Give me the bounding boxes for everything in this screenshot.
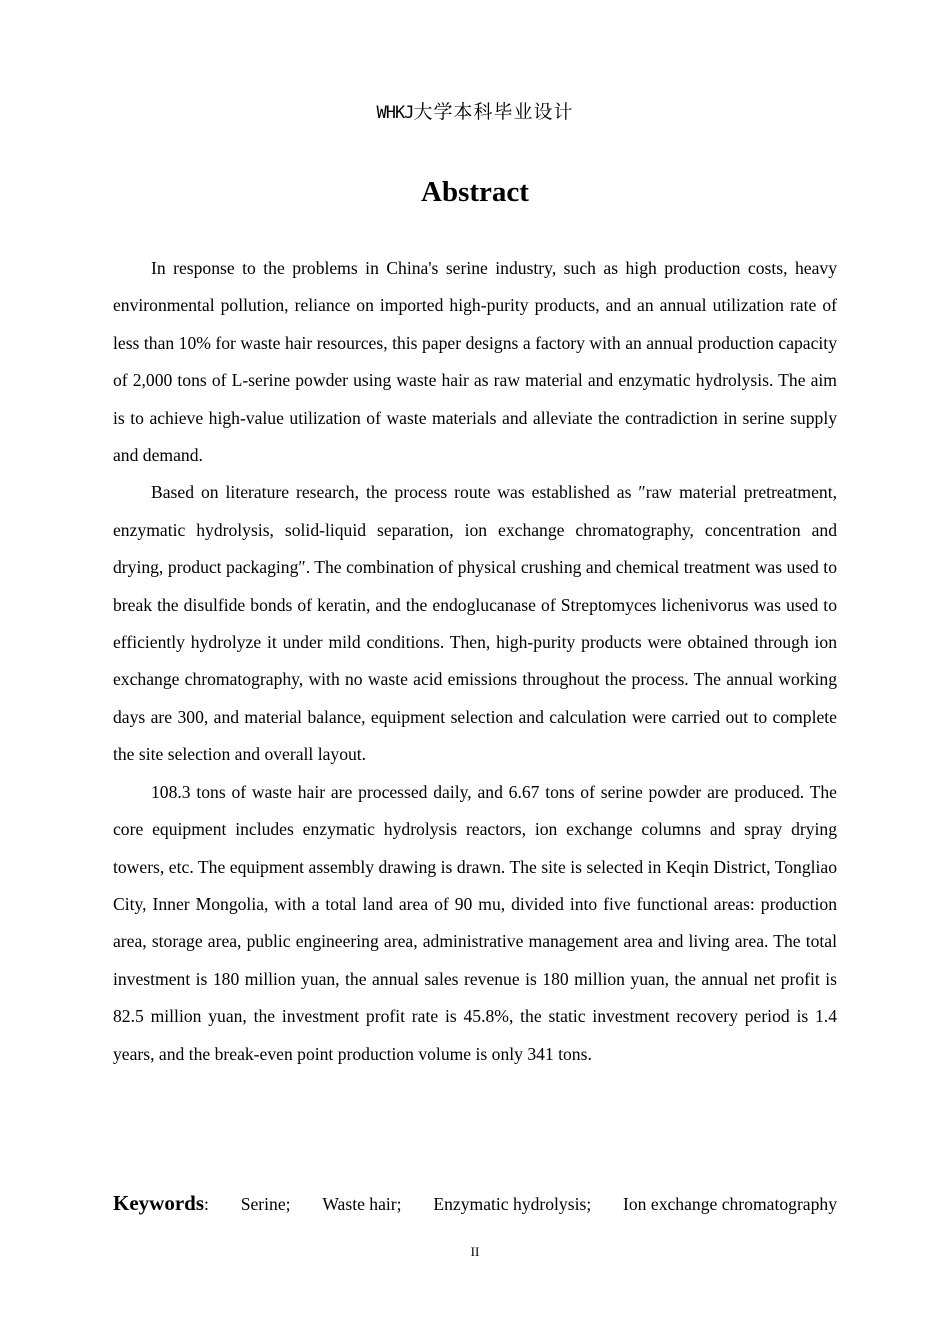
keyword-item: Enzymatic hydrolysis; [433, 1194, 592, 1214]
abstract-paragraph-2: Based on literature research, the process route was established as ″raw material pretreatment, enzymatic hydrolysis, solid-liquid separation, ion exchange chromatography, concentration and drying, product packaging″. The combination of physical crushing and chemical treatment was used to break the disulfide bonds of keratin, and the endoglucanase of Streptomyces lichenivorus was used to efficiently hydrolyze it under mild conditions. Then, high-purity products were obtained through ion exchange chromatography, with no waste acid emissions throughout the process. The annual working days are 300, and material balance, equipment selection and calculation were carried out to complete the site selection and overall layout. [113, 482, 837, 765]
running-header [0, 97, 950, 124]
abstract-paragraph-1: In response to the problems in China's serine industry, such as high production costs, heavy environmental pollution, reliance on imported high-purity products, and an annual utilization rate of less than 10% for waste hair resources, this paper designs a factory with an annual production capacity of 2,000 tons of L-serine powder using waste hair as raw material and enzymatic hydrolysis. The aim is to achieve high-value utilization of waste materials and alleviate the contradiction in serine supply and demand. [113, 258, 837, 466]
header-latin: WHKJ [376, 103, 414, 123]
abstract-paragraph-3: 108.3 tons of waste hair are processed daily, and 6.67 tons of serine powder are produced. The core equipment includes enzymatic hydrolysis reactors, ion exchange columns and spray drying towers, etc. The equipment assembly drawing is drawn. The site is selected in Keqin District, Tongliao City, Inner Mongolia, with a total land area of 90 mu, divided into five functional areas: production area, storage area, public engineering area, administrative management area and living area. The total investment is 180 million yuan, the annual sales revenue is 180 million yuan, the annual net profit is 82.5 million yuan, the investment profit rate is 45.8%, the static investment recovery period is 1.4 years, and the break-even point production volume is only 341 tons. [113, 781, 837, 1064]
keywords-label: Keywords [113, 1191, 204, 1215]
keyword-item: Ion exchange chromatography [623, 1194, 837, 1214]
keyword-item: Waste hair; [322, 1194, 402, 1214]
keywords-separator: : [204, 1194, 209, 1214]
page-number: II [470, 1244, 480, 1259]
header-cjk: 大学本科毕业设计 [413, 102, 574, 123]
abstract-title: Abstract [421, 176, 529, 208]
abstract-body [113, 250, 837, 1073]
keywords-line [113, 1186, 837, 1221]
keyword-item: Serine; [240, 1194, 291, 1214]
keywords-label-group [113, 1186, 209, 1221]
